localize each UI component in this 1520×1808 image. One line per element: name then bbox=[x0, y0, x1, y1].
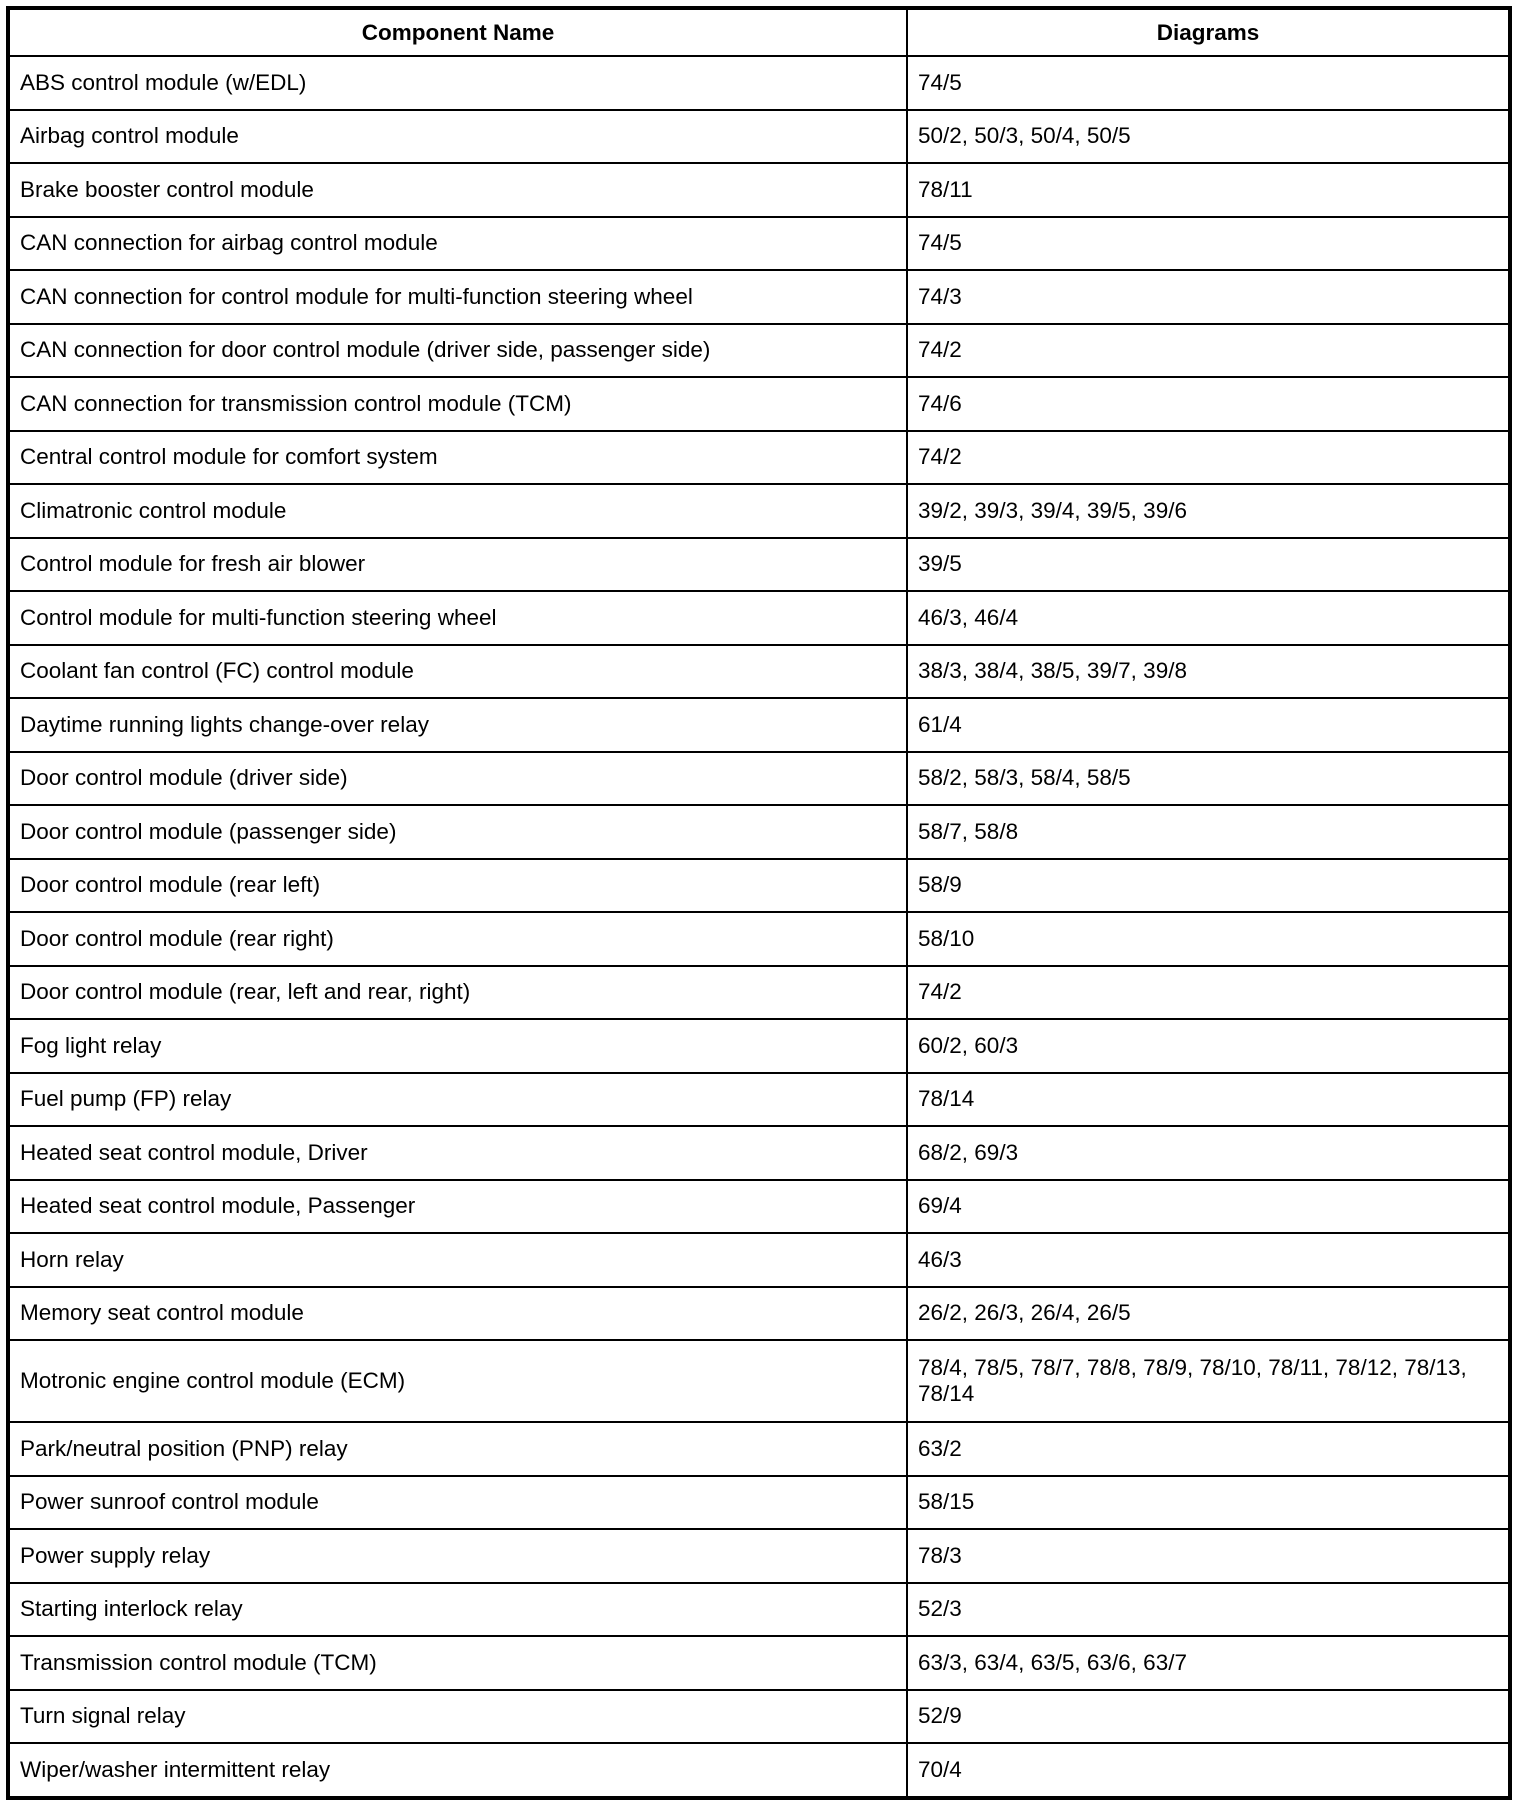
table-row bbox=[8, 163, 1510, 217]
diagrams-cell: 38/3, 38/4, 38/5, 39/7, 39/8 bbox=[907, 645, 1510, 699]
table-row bbox=[8, 912, 1510, 966]
diagrams-cell: 74/2 bbox=[907, 431, 1510, 485]
table-row bbox=[8, 1743, 1510, 1798]
diagrams-cell: 74/5 bbox=[907, 217, 1510, 271]
table-row bbox=[8, 1073, 1510, 1127]
table-row bbox=[8, 377, 1510, 431]
component-name-cell: Door control module (rear, left and rear, right) bbox=[8, 966, 907, 1020]
diagrams-cell: 58/2, 58/3, 58/4, 58/5 bbox=[907, 752, 1510, 806]
diagrams-cell: 58/10 bbox=[907, 912, 1510, 966]
diagrams-cell: 70/4 bbox=[907, 1743, 1510, 1798]
table-row bbox=[8, 1287, 1510, 1341]
table-row bbox=[8, 1583, 1510, 1637]
component-name-cell: Brake booster control module bbox=[8, 163, 907, 217]
table-row bbox=[8, 270, 1510, 324]
table-row bbox=[8, 484, 1510, 538]
component-name-cell: CAN connection for door control module (driver side, passenger side) bbox=[8, 324, 907, 378]
table-row bbox=[8, 324, 1510, 378]
diagrams-cell: 78/14 bbox=[907, 1073, 1510, 1127]
component-diagram-table bbox=[6, 6, 1512, 1800]
component-name-cell: Turn signal relay bbox=[8, 1690, 907, 1744]
component-name-cell: Horn relay bbox=[8, 1233, 907, 1287]
diagrams-cell: 74/5 bbox=[907, 56, 1510, 110]
table-row bbox=[8, 698, 1510, 752]
table-row bbox=[8, 1019, 1510, 1073]
table-row bbox=[8, 1636, 1510, 1690]
component-name-cell: Control module for multi-function steering wheel bbox=[8, 591, 907, 645]
table-row bbox=[8, 591, 1510, 645]
component-name-cell: Transmission control module (TCM) bbox=[8, 1636, 907, 1690]
component-name-cell: Starting interlock relay bbox=[8, 1583, 907, 1637]
table-row bbox=[8, 1529, 1510, 1583]
table-row bbox=[8, 217, 1510, 271]
component-name-cell: Memory seat control module bbox=[8, 1287, 907, 1341]
component-name-cell: Heated seat control module, Passenger bbox=[8, 1180, 907, 1234]
component-name-cell: Door control module (passenger side) bbox=[8, 805, 907, 859]
diagrams-cell: 60/2, 60/3 bbox=[907, 1019, 1510, 1073]
component-name-cell: Wiper/washer intermittent relay bbox=[8, 1743, 907, 1798]
component-name-cell: Park/neutral position (PNP) relay bbox=[8, 1422, 907, 1476]
table-row bbox=[8, 1690, 1510, 1744]
table-row bbox=[8, 859, 1510, 913]
component-name-cell: Daytime running lights change-over relay bbox=[8, 698, 907, 752]
diagrams-cell: 74/2 bbox=[907, 966, 1510, 1020]
component-name-cell: Airbag control module bbox=[8, 110, 907, 164]
table-row bbox=[8, 1340, 1510, 1422]
diagrams-cell: 68/2, 69/3 bbox=[907, 1126, 1510, 1180]
table-row bbox=[8, 110, 1510, 164]
diagrams-cell: 52/9 bbox=[907, 1690, 1510, 1744]
diagrams-cell: 61/4 bbox=[907, 698, 1510, 752]
diagrams-cell: 69/4 bbox=[907, 1180, 1510, 1234]
diagrams-cell: 46/3 bbox=[907, 1233, 1510, 1287]
diagrams-cell: 39/5 bbox=[907, 538, 1510, 592]
table-row bbox=[8, 752, 1510, 806]
table-row bbox=[8, 1126, 1510, 1180]
component-name-cell: Coolant fan control (FC) control module bbox=[8, 645, 907, 699]
diagrams-cell: 63/3, 63/4, 63/5, 63/6, 63/7 bbox=[907, 1636, 1510, 1690]
table-row bbox=[8, 805, 1510, 859]
component-name-cell: Power sunroof control module bbox=[8, 1476, 907, 1530]
component-name-cell: CAN connection for transmission control module (TCM) bbox=[8, 377, 907, 431]
component-name-cell: ABS control module (w/EDL) bbox=[8, 56, 907, 110]
component-name-cell: CAN connection for airbag control module bbox=[8, 217, 907, 271]
component-name-cell: Power supply relay bbox=[8, 1529, 907, 1583]
diagrams-cell: 74/2 bbox=[907, 324, 1510, 378]
table-row bbox=[8, 1180, 1510, 1234]
table-row bbox=[8, 645, 1510, 699]
diagrams-cell: 78/4, 78/5, 78/7, 78/8, 78/9, 78/10, 78/11, 78/12, 78/13, 78/14 bbox=[907, 1340, 1510, 1422]
component-name-cell: Door control module (rear left) bbox=[8, 859, 907, 913]
diagrams-cell: 74/6 bbox=[907, 377, 1510, 431]
component-name-cell: Heated seat control module, Driver bbox=[8, 1126, 907, 1180]
diagrams-cell: 74/3 bbox=[907, 270, 1510, 324]
table-row bbox=[8, 1233, 1510, 1287]
component-name-cell: Motronic engine control module (ECM) bbox=[8, 1340, 907, 1422]
column-header-diagrams: Diagrams bbox=[907, 8, 1510, 56]
diagrams-cell: 78/3 bbox=[907, 1529, 1510, 1583]
diagrams-cell: 39/2, 39/3, 39/4, 39/5, 39/6 bbox=[907, 484, 1510, 538]
table-row bbox=[8, 431, 1510, 485]
diagrams-cell: 63/2 bbox=[907, 1422, 1510, 1476]
table-header-row bbox=[8, 8, 1510, 56]
component-name-cell: Fog light relay bbox=[8, 1019, 907, 1073]
diagrams-cell: 78/11 bbox=[907, 163, 1510, 217]
diagrams-cell: 58/9 bbox=[907, 859, 1510, 913]
component-name-cell: CAN connection for control module for multi-function steering wheel bbox=[8, 270, 907, 324]
diagrams-cell: 46/3, 46/4 bbox=[907, 591, 1510, 645]
component-name-cell: Control module for fresh air blower bbox=[8, 538, 907, 592]
diagrams-cell: 58/15 bbox=[907, 1476, 1510, 1530]
component-name-cell: Central control module for comfort system bbox=[8, 431, 907, 485]
component-name-cell: Door control module (driver side) bbox=[8, 752, 907, 806]
diagrams-cell: 50/2, 50/3, 50/4, 50/5 bbox=[907, 110, 1510, 164]
table-row bbox=[8, 538, 1510, 592]
table-row bbox=[8, 1476, 1510, 1530]
component-name-cell: Door control module (rear right) bbox=[8, 912, 907, 966]
column-header-component-name: Component Name bbox=[8, 8, 907, 56]
table-row bbox=[8, 966, 1510, 1020]
diagrams-cell: 52/3 bbox=[907, 1583, 1510, 1637]
table-row bbox=[8, 1422, 1510, 1476]
component-name-cell: Climatronic control module bbox=[8, 484, 907, 538]
component-name-cell: Fuel pump (FP) relay bbox=[8, 1073, 907, 1127]
diagrams-cell: 26/2, 26/3, 26/4, 26/5 bbox=[907, 1287, 1510, 1341]
table-row bbox=[8, 56, 1510, 110]
diagrams-cell: 58/7, 58/8 bbox=[907, 805, 1510, 859]
